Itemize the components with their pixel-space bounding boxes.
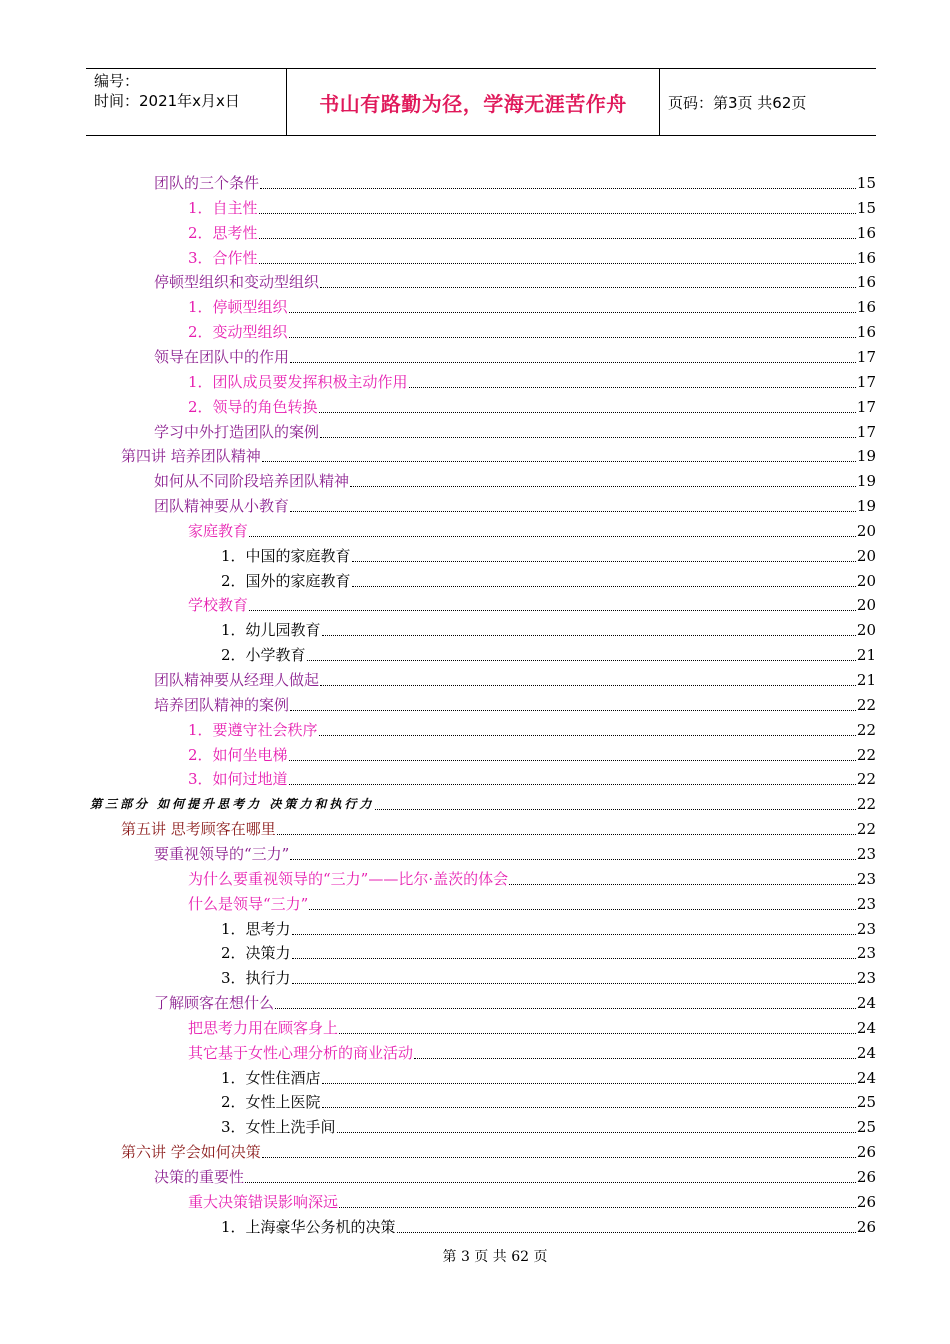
number-label: 编号： <box>94 72 140 90</box>
toc-entry-title: 第三部分 如何提升思考力 决策力和执行力 <box>90 797 375 812</box>
toc-entry-title: 如何从不同阶段培养团队精神 <box>154 472 350 491</box>
toc-entry[interactable] <box>154 417 876 442</box>
toc-dot-leader <box>292 957 856 959</box>
toc-dot-leader <box>409 386 856 388</box>
toc-dot-leader <box>259 262 856 264</box>
toc-entry-page: 16 <box>856 248 876 267</box>
header-page-info: 页码：第3页 共62页 <box>668 93 807 112</box>
toc-entry-page: 20 <box>856 571 876 590</box>
toc-entry[interactable] <box>121 441 876 466</box>
toc-entry[interactable] <box>221 938 876 963</box>
toc-entry-page: 17 <box>856 397 876 416</box>
toc-dot-leader <box>352 585 856 587</box>
toc-entry-page: 22 <box>856 745 876 764</box>
toc-entry-title: 团队的三个条件 <box>154 174 260 192</box>
toc-entry-page: 19 <box>856 472 876 491</box>
toc-entry-title: 1．上海豪华公务机的决策 <box>221 1217 396 1236</box>
toc-entry[interactable] <box>90 789 876 814</box>
toc-dot-leader <box>375 808 856 810</box>
toc-entry-title: 1．停顿型组织 <box>188 298 288 317</box>
toc-dot-leader <box>289 783 856 785</box>
toc-dot-leader <box>262 1156 856 1158</box>
toc-entry[interactable] <box>121 814 876 839</box>
toc-dot-leader <box>289 336 856 338</box>
toc-entry[interactable] <box>188 516 876 541</box>
toc-entry-page: 26 <box>856 1143 876 1162</box>
toc-entry-title: 了解顾客在想什么 <box>154 994 275 1013</box>
toc-dot-leader <box>322 1082 856 1084</box>
toc-entry-page: 22 <box>856 795 876 814</box>
toc-entry-page: 22 <box>856 820 876 839</box>
toc-entry-title: 3．女性上洗手间 <box>221 1118 336 1137</box>
toc-entry-page: 26 <box>856 1168 876 1186</box>
header-meta <box>86 69 287 135</box>
toc-dot-leader <box>320 684 856 686</box>
toc-dot-leader <box>290 510 856 512</box>
toc-entry-page: 22 <box>856 770 876 789</box>
toc-dot-leader <box>320 436 856 438</box>
toc-entry[interactable] <box>154 690 876 715</box>
toc-entry-title: 2．决策力 <box>221 944 291 963</box>
toc-entry[interactable] <box>154 839 876 864</box>
toc-entry-page: 21 <box>856 646 876 665</box>
toc-entry[interactable] <box>154 665 876 690</box>
toc-entry-title: 1．要遵守社会秩序 <box>188 720 318 739</box>
toc-entry[interactable] <box>188 243 876 268</box>
toc-entry-page: 16 <box>856 298 876 317</box>
toc-entry[interactable] <box>188 367 876 392</box>
toc-entry-page: 26 <box>856 1217 876 1236</box>
toc-entry-page: 23 <box>856 944 876 963</box>
toc-dot-leader <box>259 212 856 214</box>
toc-entry[interactable] <box>188 1187 876 1212</box>
toc-dot-leader <box>319 734 856 736</box>
page-footer: 第 3 页 共 62 页 <box>442 1249 548 1265</box>
toc-entry-page: 17 <box>856 422 876 441</box>
toc-dot-leader <box>414 1057 856 1059</box>
toc-entry-title: 2．小学教育 <box>221 646 306 665</box>
toc-entry[interactable] <box>188 590 876 615</box>
toc-entry[interactable] <box>188 764 876 789</box>
toc-entry-title: 第五讲 思考顾客在哪里 <box>121 820 276 839</box>
toc-dot-leader <box>249 535 856 537</box>
toc-entry-page: 23 <box>856 969 876 988</box>
toc-entry-title: 家庭教育 <box>188 521 249 540</box>
toc-entry-title: 学习中外打造团队的案例 <box>154 422 320 441</box>
toc-entry-page: 23 <box>856 844 876 863</box>
toc-dot-leader <box>292 982 856 984</box>
toc-entry-title: 领导在团队中的作用 <box>154 347 290 366</box>
toc-entry[interactable] <box>221 1063 876 1088</box>
toc-entry[interactable] <box>154 342 876 367</box>
toc-dot-leader <box>249 609 856 611</box>
toc-entry[interactable] <box>121 1137 876 1162</box>
toc-entry-page: 22 <box>856 720 876 739</box>
toc-entry-title: 第六讲 学会如何决策 <box>121 1143 261 1162</box>
toc-entry-title: 团队精神要从经理人做起 <box>154 671 320 689</box>
toc-entry-title: 重大决策错误影响深远 <box>188 1192 339 1211</box>
toc-entry-title: 为什么要重视领导的“三力”——比尔·盖茨的体会 <box>188 869 509 888</box>
toc-dot-leader <box>262 460 856 462</box>
toc-entry-title: 停顿型组织和变动型组织 <box>154 273 320 292</box>
toc-entry-title: 第四讲 培养团队精神 <box>121 447 261 466</box>
toc-entry-title: 1．幼儿园教育 <box>221 621 321 640</box>
toc-entry[interactable] <box>154 466 876 491</box>
toc-entry-page: 17 <box>856 347 876 366</box>
toc-entry-title: 团队精神要从小教育 <box>154 497 290 516</box>
toc-dot-leader <box>320 286 856 288</box>
toc-dot-leader <box>307 659 856 661</box>
toc-entry-page: 20 <box>856 521 876 540</box>
toc-dot-leader <box>309 908 856 910</box>
toc-entry-title: 把思考力用在顾客身上 <box>188 1018 339 1037</box>
toc-entry-title: 2．变动型组织 <box>188 323 288 342</box>
toc-entry-title: 决策的重要性 <box>154 1168 245 1186</box>
toc-entry-page: 20 <box>856 596 876 615</box>
toc-dot-leader <box>509 883 856 885</box>
toc-entry[interactable] <box>221 914 876 939</box>
toc-entry-page: 19 <box>856 447 876 466</box>
toc-entry-page: 17 <box>856 372 876 391</box>
toc-entry[interactable] <box>188 1013 876 1038</box>
toc-entry-page: 16 <box>856 323 876 342</box>
toc-entry-page: 24 <box>856 1068 876 1087</box>
toc-entry-title: 2．国外的家庭教育 <box>221 571 351 590</box>
toc-entry[interactable] <box>188 715 876 740</box>
toc-entry-page: 22 <box>856 695 876 714</box>
toc-entry[interactable] <box>154 1162 876 1187</box>
toc-entry-title: 1．团队成员要发挥积极主动作用 <box>188 372 408 391</box>
toc-dot-leader <box>350 485 856 487</box>
toc-entry-page: 24 <box>856 1043 876 1062</box>
toc-entry[interactable] <box>188 1038 876 1063</box>
toc-entry-title: 2．思考性 <box>188 223 258 242</box>
toc-entry[interactable] <box>221 541 876 566</box>
toc-entry-title: 1．自主性 <box>188 198 258 217</box>
toc-entry[interactable] <box>154 988 876 1013</box>
toc-entry[interactable] <box>221 640 876 665</box>
toc-entry[interactable] <box>221 1087 876 1112</box>
toc-dot-leader <box>339 1032 856 1034</box>
toc-entry-page: 23 <box>856 894 876 913</box>
toc-entry[interactable] <box>188 317 876 342</box>
toc-dot-leader <box>322 1106 856 1108</box>
toc-entry[interactable] <box>188 864 876 889</box>
toc-entry[interactable] <box>188 218 876 243</box>
toc-entry[interactable] <box>188 292 876 317</box>
toc-entry-title: 2．领导的角色转换 <box>188 397 318 416</box>
toc-entry-page: 20 <box>856 546 876 565</box>
toc-dot-leader <box>322 634 856 636</box>
toc-entry-page: 16 <box>856 223 876 242</box>
toc-dot-leader <box>245 1181 856 1183</box>
toc-entry-title: 其它基于女性心理分析的商业活动 <box>188 1043 414 1062</box>
toc-entry-page: 26 <box>856 1192 876 1211</box>
toc-entry-page: 23 <box>856 869 876 888</box>
time-label: 时间：2021年x月x日 <box>94 92 240 110</box>
toc-dot-leader <box>277 833 856 835</box>
toc-entry-page: 25 <box>856 1093 876 1112</box>
toc-dot-leader <box>290 709 856 711</box>
page-header <box>86 68 876 136</box>
toc-entry-page: 19 <box>856 497 876 516</box>
toc-entry-title: 3．合作性 <box>188 248 258 267</box>
toc-dot-leader <box>290 858 856 860</box>
toc-entry-page: 23 <box>856 919 876 938</box>
toc-entry[interactable] <box>221 963 876 988</box>
toc-entry-title: 什么是领导“三力” <box>188 894 309 913</box>
toc-entry[interactable] <box>188 740 876 765</box>
toc-entry-title: 1．女性住酒店 <box>221 1068 321 1087</box>
toc-entry-title: 1．思考力 <box>221 919 291 938</box>
toc-dot-leader <box>290 361 856 363</box>
toc-entry[interactable] <box>154 491 876 516</box>
toc-entry-title: 2．如何坐电梯 <box>188 745 288 764</box>
toc-entry[interactable] <box>188 193 876 218</box>
toc-entry-title: 3．如何过地道 <box>188 770 288 789</box>
toc-entry[interactable] <box>221 566 876 591</box>
toc-dot-leader <box>352 560 856 562</box>
toc-dot-leader <box>319 411 856 413</box>
toc-entry[interactable] <box>221 1212 876 1237</box>
toc-entry-title: 1．中国的家庭教育 <box>221 546 351 565</box>
toc-entry-title: 学校教育 <box>188 596 249 615</box>
toc-dot-leader <box>260 187 856 189</box>
toc-entry[interactable] <box>188 889 876 914</box>
toc-entry-title: 培养团队精神的案例 <box>154 695 290 714</box>
toc-entry[interactable] <box>221 615 876 640</box>
toc-entry-page: 25 <box>856 1118 876 1137</box>
header-motto: 书山有路勤为径，学海无涯苦作舟 <box>287 69 660 135</box>
toc-entry-page: 20 <box>856 621 876 640</box>
toc-dot-leader <box>292 933 856 935</box>
toc-dot-leader <box>337 1131 856 1133</box>
toc-dot-leader <box>259 237 856 239</box>
toc-entry-page: 24 <box>856 1018 876 1037</box>
toc-dot-leader <box>289 311 856 313</box>
toc-entry[interactable] <box>188 392 876 417</box>
toc-entry[interactable] <box>154 267 876 292</box>
toc-entry-page: 15 <box>856 174 876 192</box>
toc-entry[interactable] <box>154 168 876 193</box>
toc-entry[interactable] <box>221 1112 876 1137</box>
toc-dot-leader <box>339 1206 856 1208</box>
toc-entry-page: 15 <box>856 198 876 217</box>
toc-entry-page: 21 <box>856 671 876 689</box>
toc-entry-title: 2．女性上医院 <box>221 1093 321 1112</box>
toc-dot-leader <box>397 1231 856 1233</box>
toc-dot-leader <box>275 1007 856 1009</box>
toc-entry-page: 16 <box>856 273 876 292</box>
toc-entry-page: 24 <box>856 994 876 1013</box>
toc-entry-title: 要重视领导的“三力” <box>154 844 290 863</box>
toc-dot-leader <box>289 759 856 761</box>
toc-entry-title: 3．执行力 <box>221 969 291 988</box>
